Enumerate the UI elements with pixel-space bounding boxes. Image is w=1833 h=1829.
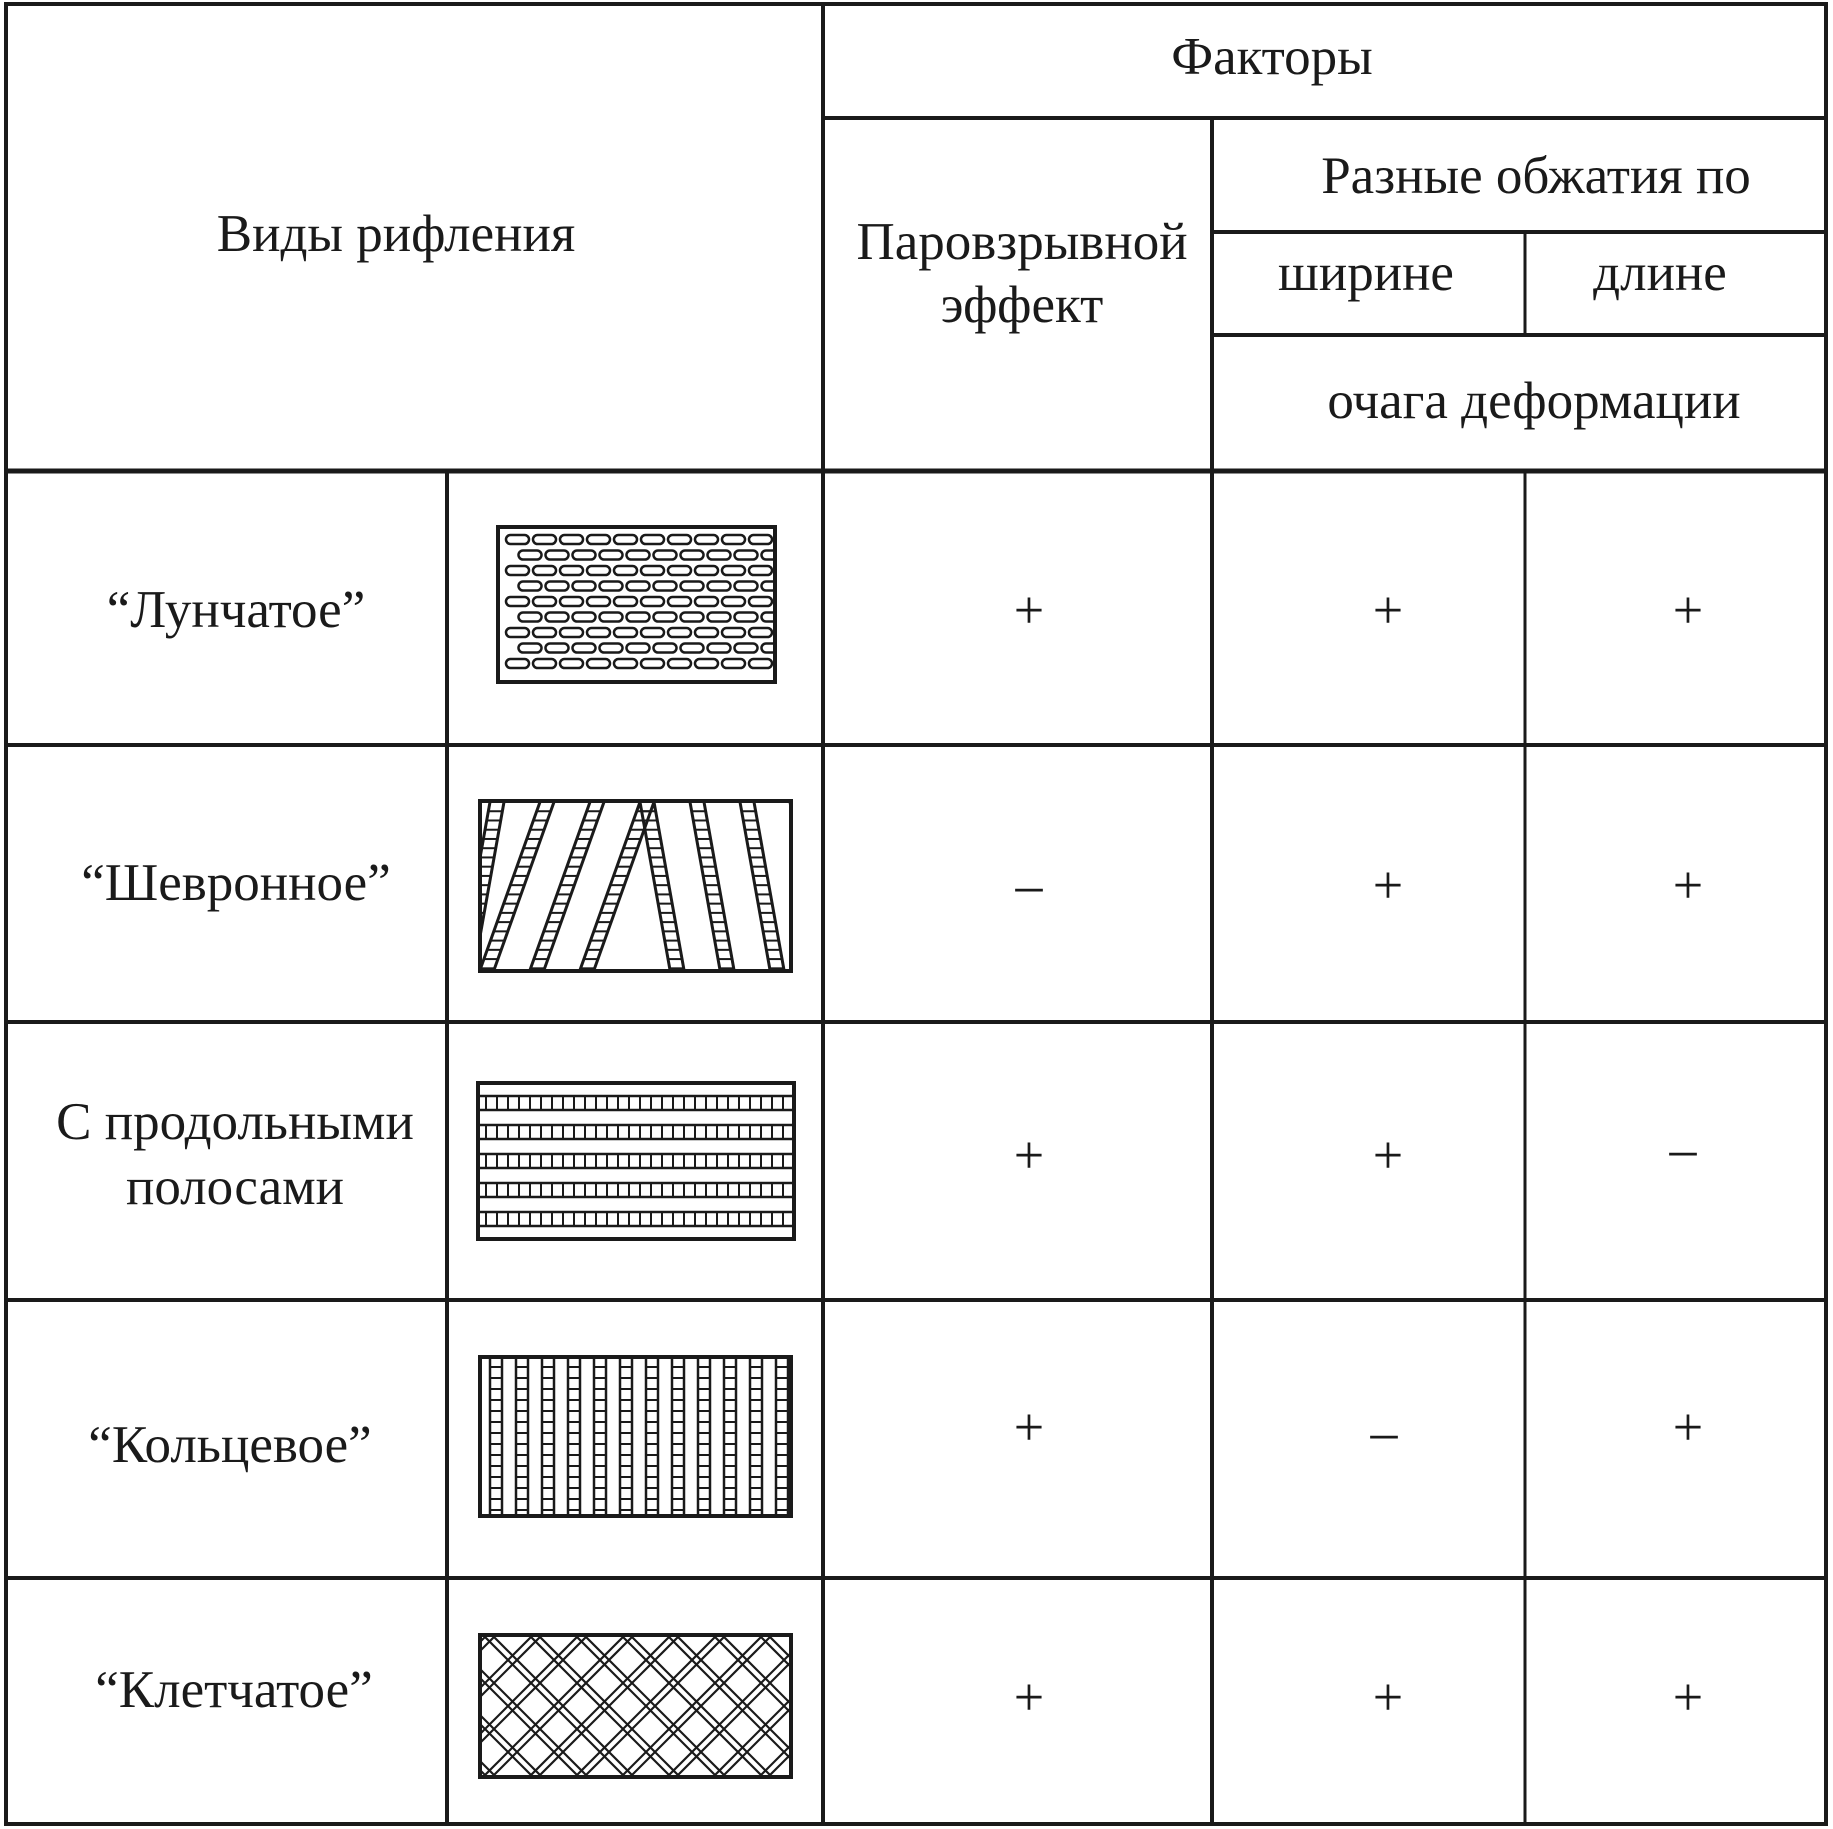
dimple-mark [587,597,610,606]
dimple-mark [749,566,772,575]
dimple-mark [573,551,596,560]
dimple-mark [735,644,758,653]
dimple-mark [587,628,610,637]
dimple-mark [614,628,637,637]
dimple-mark [600,582,623,591]
dimple-mark [519,644,542,653]
dimple-mark [749,535,772,544]
chevron-rail [530,802,590,970]
dimple-mark [708,551,731,560]
check-rail [815,1636,955,1776]
length-header: длине [1593,244,1727,302]
steam-effect-header-line2: эффект [940,276,1104,334]
dimple-mark [641,535,664,544]
dimple-mark [546,613,569,622]
chevron-rail [580,802,640,970]
dimple-mark [722,535,745,544]
chevron-pattern-icon [460,801,834,971]
cell-width-checkered: + [1372,1667,1404,1727]
dimple-mark [614,566,637,575]
dimple-mark [722,566,745,575]
dimple-mark [560,566,583,575]
chevron-rail [790,802,820,970]
dimple-mark [587,566,610,575]
dimple-mark [668,597,691,606]
dimple-mark [722,597,745,606]
dimple-mark [506,566,529,575]
dimple-mark [600,644,623,653]
dimple-mark [668,566,691,575]
dimple-mark [708,613,731,622]
dimple-mark [708,644,731,653]
dimple-mark [506,535,529,544]
dimple-mark [533,597,556,606]
steam-effect-header: Паровзрывной [856,213,1188,271]
dimple-mark [641,566,664,575]
table-row [95,1661,1703,1727]
cell-length-checkered: + [1672,1667,1704,1727]
dimple-mark [587,659,610,668]
cell-width-dimple: + [1372,580,1404,640]
dimple-mark [681,613,704,622]
dimple-mark [506,628,529,637]
dimple-mark [519,551,542,560]
dimple-mark [735,551,758,560]
dimple-mark [749,628,772,637]
dimple-mark [735,613,758,622]
dimple-mark [546,644,569,653]
cell-steam-ring: + [1013,1397,1045,1457]
deformation-zone-header: очага деформации [1327,372,1741,430]
dimple-mark [695,535,718,544]
dimple-mark [546,551,569,560]
cell-width-chevron: + [1372,855,1404,915]
dimple-mark [560,535,583,544]
check-rail [852,1636,992,1776]
dimple-mark [587,535,610,544]
row-name-dimple: “Лунчатое” [106,581,366,639]
dimple-mark [506,597,529,606]
dimple-mark [668,659,691,668]
dimple-mark [627,582,650,591]
dimple-mark [654,644,677,653]
row-name-ring: “Кольцевое” [88,1416,372,1474]
check-rail [861,1636,1001,1776]
dimple-mark [695,566,718,575]
cell-length-chevron: + [1672,855,1704,915]
dimple-mark [573,613,596,622]
dimple-mark [614,597,637,606]
dimple-mark [735,582,758,591]
check-rail [355,1636,495,1776]
check-rail [815,1636,955,1776]
check-rail [861,1636,1001,1776]
cell-length-longitudinal: – [1669,1119,1697,1179]
row-name-longitudinal: С продольными [56,1093,414,1151]
dimple-mark [654,582,677,591]
dimple-mark [654,551,677,560]
dimple-mark [681,644,704,653]
dimple-mark [600,613,623,622]
cell-length-ring: + [1672,1397,1704,1457]
cell-steam-dimple: + [1013,580,1045,640]
dimple-mark [749,597,772,606]
dimple-mark [560,597,583,606]
dimple-mark [533,659,556,668]
dimple-mark [614,659,637,668]
types-header: Виды рифления [216,205,576,263]
dimple-mark [573,644,596,653]
cell-steam-checkered: + [1013,1667,1045,1727]
cell-steam-chevron: – [1015,855,1043,915]
dimple-mark [506,659,529,668]
check-rail [990,1636,1130,1776]
table-row [88,1397,1703,1474]
dimple-mark [627,644,650,653]
cell-length-dimple: + [1672,580,1704,640]
dimple-mark [573,582,596,591]
check-rail [852,1636,992,1776]
dimple-mark [695,628,718,637]
dimple-mark [519,582,542,591]
longitudinal-stripes-pattern-icon [478,1083,794,1239]
cell-width-longitudinal: + [1372,1125,1404,1185]
dimple-mark [722,659,745,668]
dimple-mark [614,535,637,544]
dimple-mark [560,628,583,637]
row-name-checkered: “Клетчатое” [95,1661,373,1719]
table-row [56,1093,1697,1216]
width-header: ширине [1278,244,1454,302]
dimple-mark [695,597,718,606]
check-rail [806,1636,946,1776]
reductions-header: Разные обжатия по [1321,147,1751,205]
ring-pattern-icon [480,1357,791,1516]
dimple-pattern-icon [498,527,785,682]
dimple-mark [681,551,704,560]
dimple-mark [533,628,556,637]
dimple-mark [654,613,677,622]
dimple-mark [668,628,691,637]
table-row [81,854,1703,915]
check-rail [806,1636,946,1776]
dimple-mark [533,535,556,544]
dimple-mark [708,582,731,591]
cell-width-ring: – [1370,1402,1398,1462]
dimple-mark [560,659,583,668]
dimple-mark [722,628,745,637]
dimple-mark [749,659,772,668]
dimple-mark [533,566,556,575]
dimple-mark [668,535,691,544]
dimple-mark [546,582,569,591]
cell-steam-longitudinal: + [1013,1125,1045,1185]
dimple-mark [600,551,623,560]
check-rail [990,1636,1130,1776]
dimple-mark [641,597,664,606]
row-name-chevron: “Шевронное” [81,854,391,912]
dimple-mark [641,628,664,637]
dimple-mark [681,582,704,591]
dimple-mark [627,613,650,622]
dimple-mark [641,659,664,668]
check-rail [355,1636,495,1776]
factors-header: Факторы [1171,28,1373,86]
dimple-mark [519,613,542,622]
table-row [107,580,1703,640]
dimple-mark [627,551,650,560]
table-grid [6,4,1826,1824]
chevron-rail [804,802,834,970]
row-name-longitudinal-line2: полосами [125,1158,345,1216]
dimple-mark [695,659,718,668]
